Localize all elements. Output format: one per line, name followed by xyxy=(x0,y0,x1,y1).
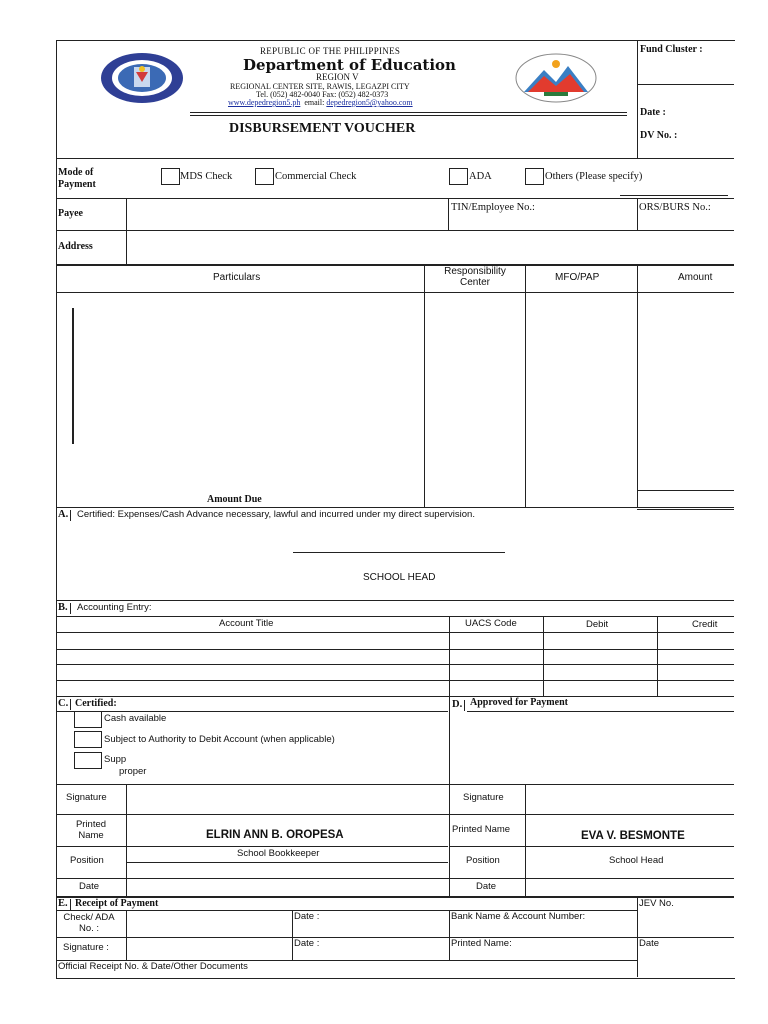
row-line xyxy=(56,600,734,601)
col-line xyxy=(657,616,658,696)
address-text: REGIONAL CENTER SITE, RAWIS, LEGAZPI CITY xyxy=(230,82,410,91)
deped-seal-right xyxy=(514,52,598,104)
section-d-label: Approved for Payment xyxy=(470,697,568,708)
d-signature-label: Signature xyxy=(463,792,504,803)
ada-checkbox[interactable] xyxy=(449,168,468,185)
col-mfo-header: MFO/PAP xyxy=(555,272,600,283)
col-account-title: Account Title xyxy=(219,618,274,629)
c-position-value: School Bookkeeper xyxy=(237,848,320,859)
section-b-label: Accounting Entry: xyxy=(77,602,152,613)
row-line-thick xyxy=(56,264,734,266)
col-line xyxy=(292,910,293,960)
e-signature-field[interactable] xyxy=(127,938,291,959)
ors-label: ORS/BURS No.: xyxy=(639,202,711,213)
ors-divider xyxy=(637,198,638,230)
col-line xyxy=(449,616,450,696)
section-e-letter: E. xyxy=(58,899,71,910)
header-right-divider xyxy=(637,40,638,158)
row-line xyxy=(56,616,734,617)
d-position-label: Position xyxy=(466,855,500,866)
bank-label: Bank Name & Account Number: xyxy=(451,911,586,922)
c-date-field[interactable] xyxy=(127,879,448,896)
c-position-label: Position xyxy=(70,855,104,866)
col-particulars-header: Particulars xyxy=(213,272,261,283)
section-c-label: Certified: xyxy=(75,698,117,709)
d-printed-name-label: Printed Name xyxy=(452,824,511,835)
c-printed-name-label: Printed Name xyxy=(75,819,107,841)
e-signature-label: Signature : xyxy=(63,942,109,953)
email-label: email: xyxy=(304,98,325,107)
check-ada-label: Check/ ADA No. : xyxy=(63,912,115,934)
col-credit: Credit xyxy=(692,619,718,630)
row-line xyxy=(56,814,734,815)
mds-check-label: MDS Check xyxy=(180,171,233,182)
commercial-check-checkbox[interactable] xyxy=(255,168,274,185)
section-a-letter: A. xyxy=(58,510,71,521)
c-printed-name-value: ELRIN ANN B. OROPESA xyxy=(206,829,344,841)
d-date-field[interactable] xyxy=(526,879,733,896)
row-line xyxy=(126,862,448,863)
supporting-docs-label: Supp xyxy=(104,754,127,765)
section-c-letter: C. xyxy=(58,699,71,710)
tin-label: TIN/Employee No.: xyxy=(451,202,535,213)
mds-check-checkbox[interactable] xyxy=(161,168,180,185)
ada-label: ADA xyxy=(469,171,492,182)
payee-field[interactable] xyxy=(127,199,448,230)
others-label: Others (Please specify) xyxy=(545,171,643,182)
section-d-letter: D. xyxy=(452,700,465,711)
check-ada-field[interactable] xyxy=(127,911,291,936)
subject-debit-label: Subject to Authority to Debit Account (when applicable) xyxy=(104,734,335,745)
cd-divider xyxy=(449,696,450,897)
amount-due-line xyxy=(637,490,734,491)
cash-available-label: Cash available xyxy=(104,713,167,724)
republic-text: REPUBLIC OF THE PHILIPPINES xyxy=(260,46,401,56)
subject-debit-checkbox[interactable] xyxy=(74,731,102,748)
amount-body[interactable] xyxy=(638,293,733,489)
row-line xyxy=(56,507,734,508)
row-line xyxy=(637,509,734,510)
mode-label: Mode of Payment xyxy=(58,167,96,190)
school-head-sign-line xyxy=(293,552,505,553)
commercial-check-label: Commercial Check xyxy=(275,171,357,182)
cash-available-checkbox[interactable] xyxy=(74,711,102,728)
e-printed-name-label: Printed Name: xyxy=(451,938,512,949)
amount-due-label: Amount Due xyxy=(207,494,262,505)
c-date-label: Date xyxy=(79,881,100,892)
supporting-docs-checkbox[interactable] xyxy=(74,752,102,769)
d-signature-field[interactable] xyxy=(526,785,733,813)
row-line xyxy=(56,664,734,665)
row-line xyxy=(467,711,734,712)
fund-cluster-label: Fund Cluster : xyxy=(640,44,703,55)
deped-seal-left xyxy=(100,52,184,104)
col-debit: Debit xyxy=(586,619,609,630)
others-checkbox[interactable] xyxy=(525,168,544,185)
dv-no-label: DV No. : xyxy=(640,130,678,141)
proper-label: proper xyxy=(119,766,147,777)
tin-divider xyxy=(448,198,449,230)
date-label: Date : xyxy=(640,107,666,118)
col-amount-header: Amount xyxy=(678,272,713,283)
row-line xyxy=(56,846,448,847)
col-line xyxy=(449,910,450,960)
address-label: Address xyxy=(58,241,93,252)
region-text: REGION V xyxy=(316,72,359,82)
section-a-text: Certified: Expenses/Cash Advance necessary, lawful and incurred under my direct supervision. xyxy=(77,509,475,520)
row-line xyxy=(56,711,448,712)
header-divider xyxy=(190,112,627,113)
department-name: Department of Education xyxy=(243,56,456,74)
row-line xyxy=(56,632,734,633)
e-date3-label: Date xyxy=(639,938,660,949)
section-e-label: Receipt of Payment xyxy=(75,898,159,909)
e-date1-label: Date : xyxy=(294,911,320,922)
row-line xyxy=(56,649,734,650)
d-position-value: School Head xyxy=(609,855,664,866)
e-date2-label: Date : xyxy=(294,938,320,949)
col-line xyxy=(424,264,425,507)
others-line xyxy=(620,195,728,196)
section-a-signatory: SCHOOL HEAD xyxy=(363,572,436,583)
tel-fax-text: Tel. (052) 482-0040 Fax: (052) 482-0373 xyxy=(256,90,389,99)
website-line xyxy=(228,99,413,107)
col-line xyxy=(543,616,544,696)
particulars-body[interactable] xyxy=(57,293,423,493)
row-line xyxy=(56,680,734,681)
address-field[interactable] xyxy=(127,231,732,263)
official-receipt-label: Official Receipt No. & Date/Other Documents xyxy=(58,961,248,972)
section-b-letter: B. xyxy=(58,603,71,614)
header-bottom-line xyxy=(56,158,734,159)
header-divider-2 xyxy=(190,115,627,116)
col-line xyxy=(525,264,526,507)
d-printed-name-value: EVA V. BESMONTE xyxy=(581,830,685,842)
website-link[interactable]: www.depedregion5.ph xyxy=(228,98,301,107)
payee-label: Payee xyxy=(58,208,83,219)
form-title: DISBURSEMENT VOUCHER xyxy=(229,121,416,136)
col-uacs: UACS Code xyxy=(465,618,517,629)
c-signature-field[interactable] xyxy=(127,785,448,813)
email-link[interactable]: depedregion5@yahoo.com xyxy=(326,98,413,107)
c-signature-label: Signature xyxy=(66,792,107,803)
jev-label: JEV No. xyxy=(639,898,674,909)
row-line xyxy=(449,846,734,847)
d-date-label: Date xyxy=(476,881,497,892)
row-line xyxy=(56,696,734,697)
fund-cluster-line xyxy=(637,84,734,85)
col-resp-header: Responsibility Center xyxy=(444,266,506,288)
